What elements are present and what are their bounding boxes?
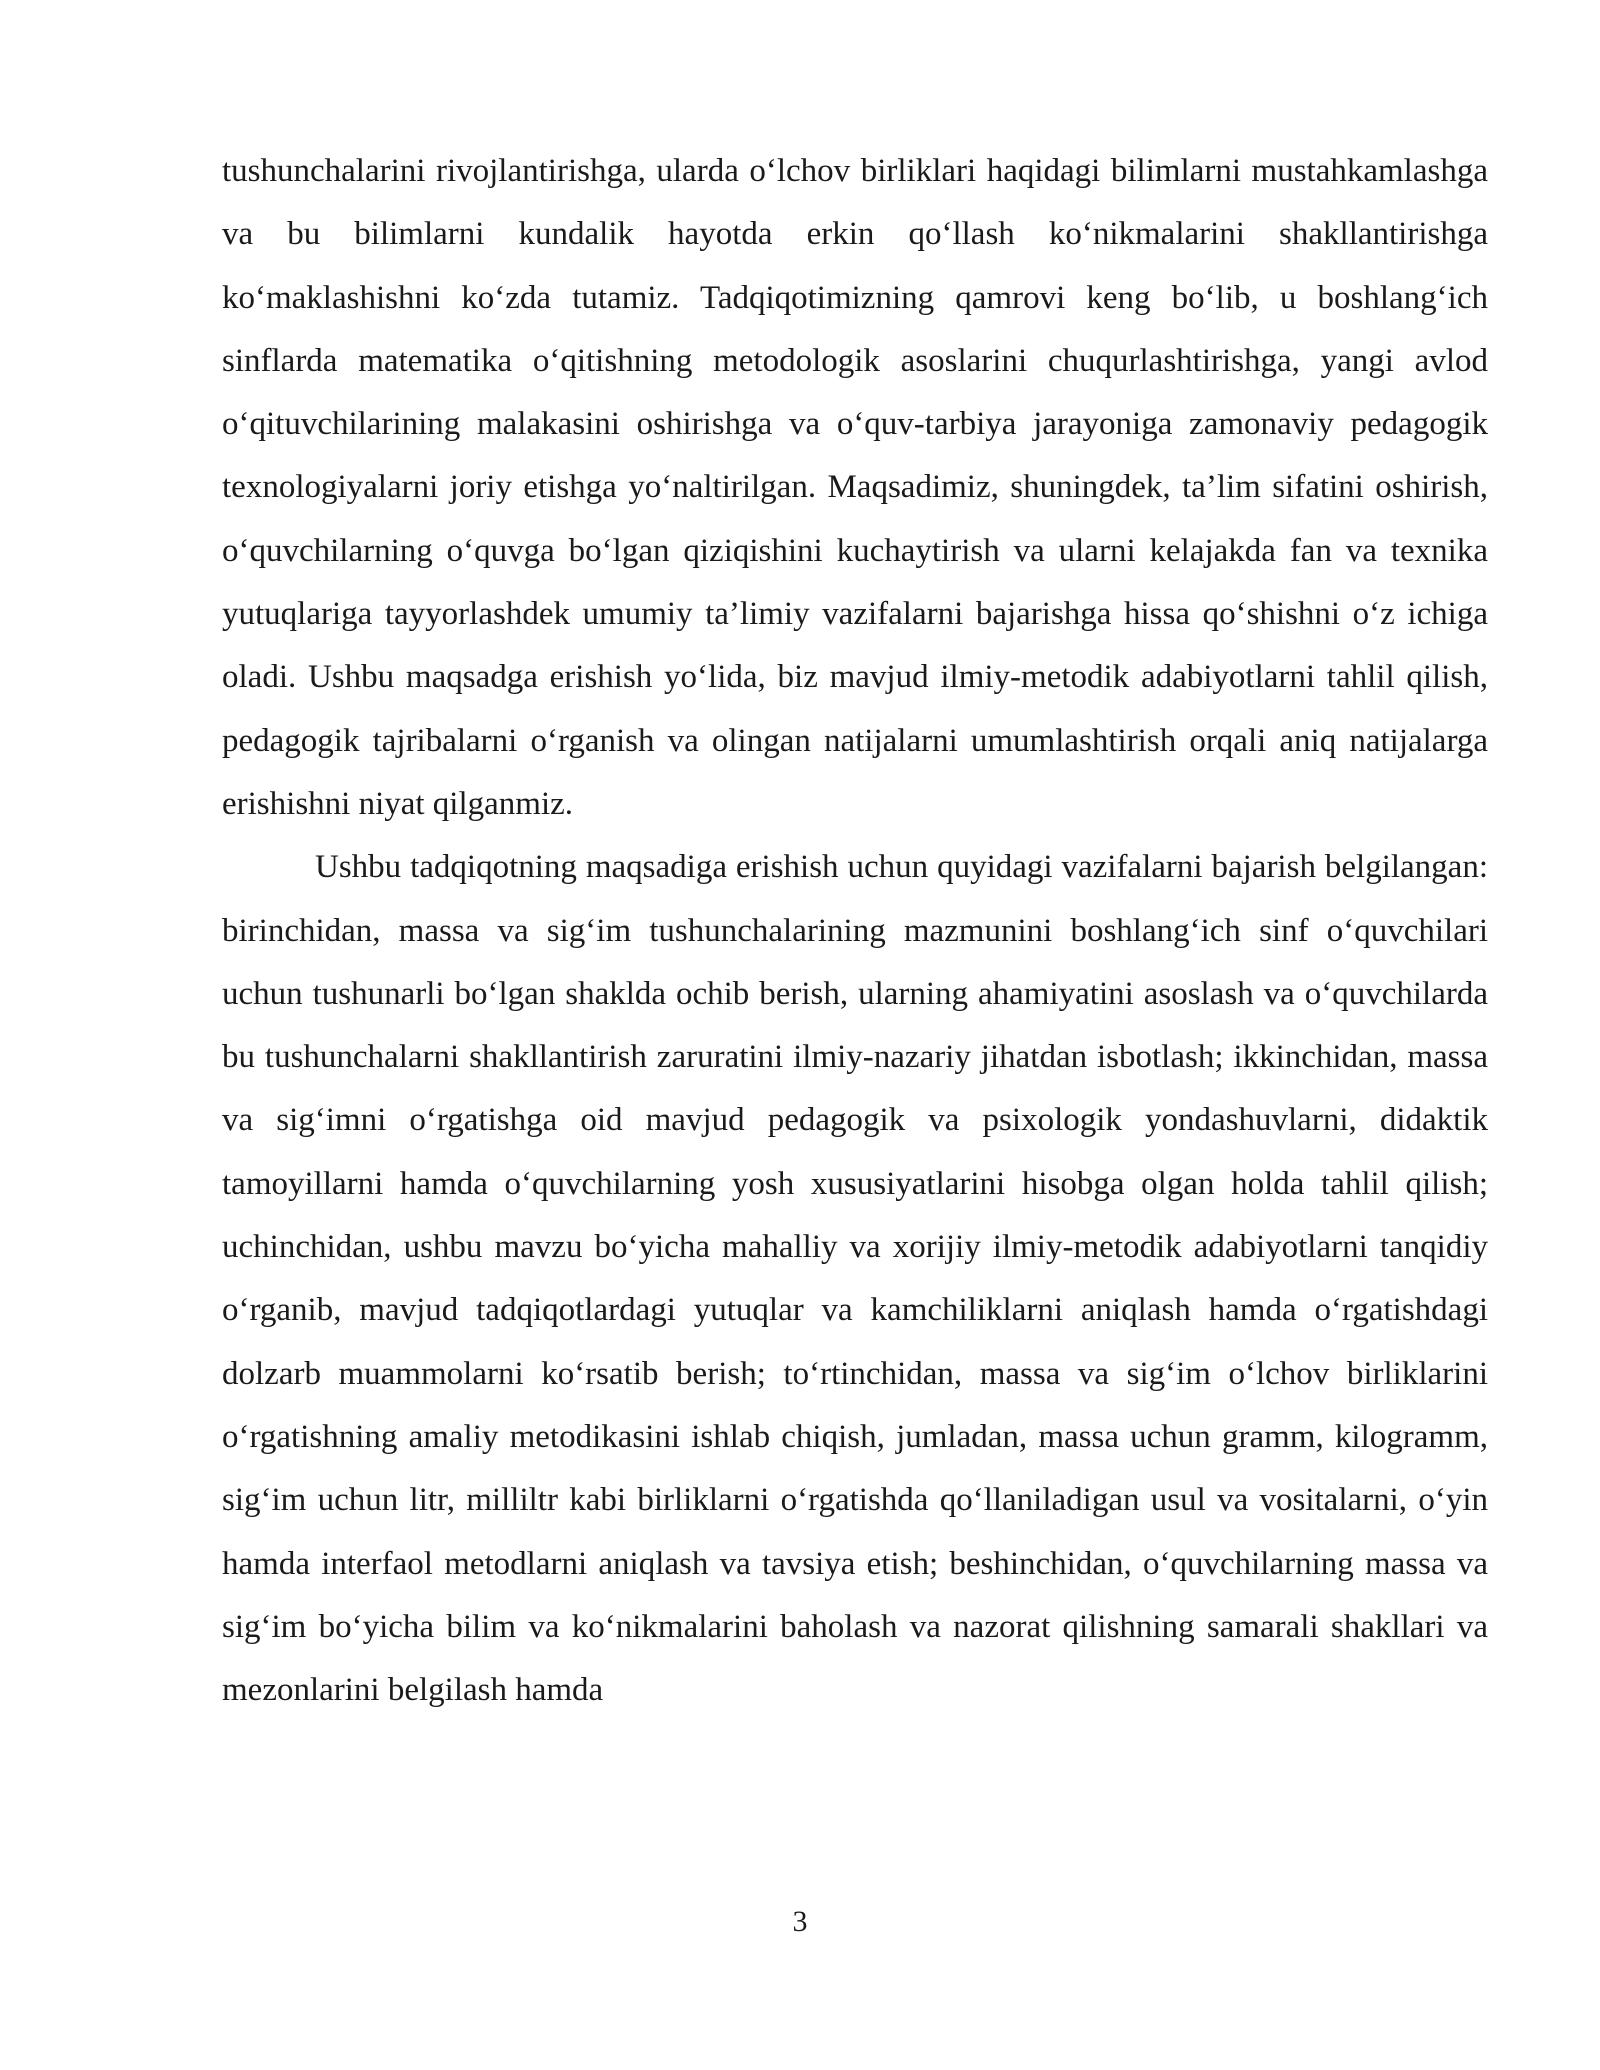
document-body [222,140,1488,1722]
page-number: 3 [792,1905,808,1938]
paragraph-1: tushunchalarini rivojlantirishga, ularda o‘lchov birliklari haqidagi bilimlarni mustahkamlashga va bu bilimlarni kundalik hayotda erkin qo‘llash ko‘nikmalarini shakllantirishga ko‘maklashishni ko‘zda tutamiz. Tadqiqotimizning qamrovi keng bo‘lib, u boshlang‘ich sinflarda matematika o‘qitishning metodologik asoslarini chuqurlashtirishga, yangi avlod o‘qituvchilarining malakasini oshirishga va o‘quv-tarbiya jarayoniga zamonaviy pedagogik texnologiyalarni joriy etishga yo‘naltirilgan. Maqsadimiz, shuningdek, ta’lim sifatini oshirish, o‘quvchilarning o‘quvga bo‘lgan qiziqishini kuchaytirish va ularni kelajakda fan va texnika yutuqlariga tayyorlashdek umumiy ta’limiy vazifalarni bajarishga hissa qo‘shishni o‘z ichiga oladi. Ushbu maqsadga erishish yo‘lida, biz mavjud ilmiy-metodik adabiyotlarni tahlil qilish, pedagogik tajribalarni o‘rganish va olingan natijalarni umumlashtirish orqali aniq natijalarga erishishni niyat qilganmiz. [222,153,1488,822]
paragraph-2: Ushbu tadqiqotning maqsadiga erishish uchun quyidagi vazifalarni bajarish belgilangan: birinchidan, massa va sig‘im tushunchalarining mazmunini boshlang‘ich sinf o‘quvchilari uchun tushunarli bo‘lgan shaklda ochib berish, ularning ahamiyatini asoslash va o‘quvchilarda bu tushunchalarni shakllantirish zaruratini ilmiy-nazariy jihatdan isbotlash; ikkinchidan, massa va sig‘imni o‘rgatishga oid mavjud pedagogik va psixologik yondashuvlarni, didaktik tamoyillarni hamda o‘quvchilarning yosh xususiyatlarini hisobga olgan holda tahlil qilish; uchinchidan, ushbu mavzu bo‘yicha mahalliy va xorijiy ilmiy-metodik adabiyotlarni tanqidiy o‘rganib, mavjud tadqiqotlardagi yutuqlar va kamchiliklarni aniqlash hamda o‘rgatishdagi dolzarb muammolarni ko‘rsatib berish; to‘rtinchidan, massa va sig‘im o‘lchov birliklarini o‘rgatishning amaliy metodikasini ishlab chiqish, jumladan, massa uchun gramm, kilogramm, sig‘im uchun litr, milliltr kabi birliklarni o‘rgatishda qo‘llaniladigan usul va vositalarni, o‘yin hamda interfaol metodlarni aniqlash va tavsiya etish; beshinchidan, o‘quvchilarning massa va sig‘im bo‘yicha bilim va ko‘nikmalarini baholash va nazorat qilishning samarali shakllari va mezonlarini belgilash hamda [222,849,1488,1709]
